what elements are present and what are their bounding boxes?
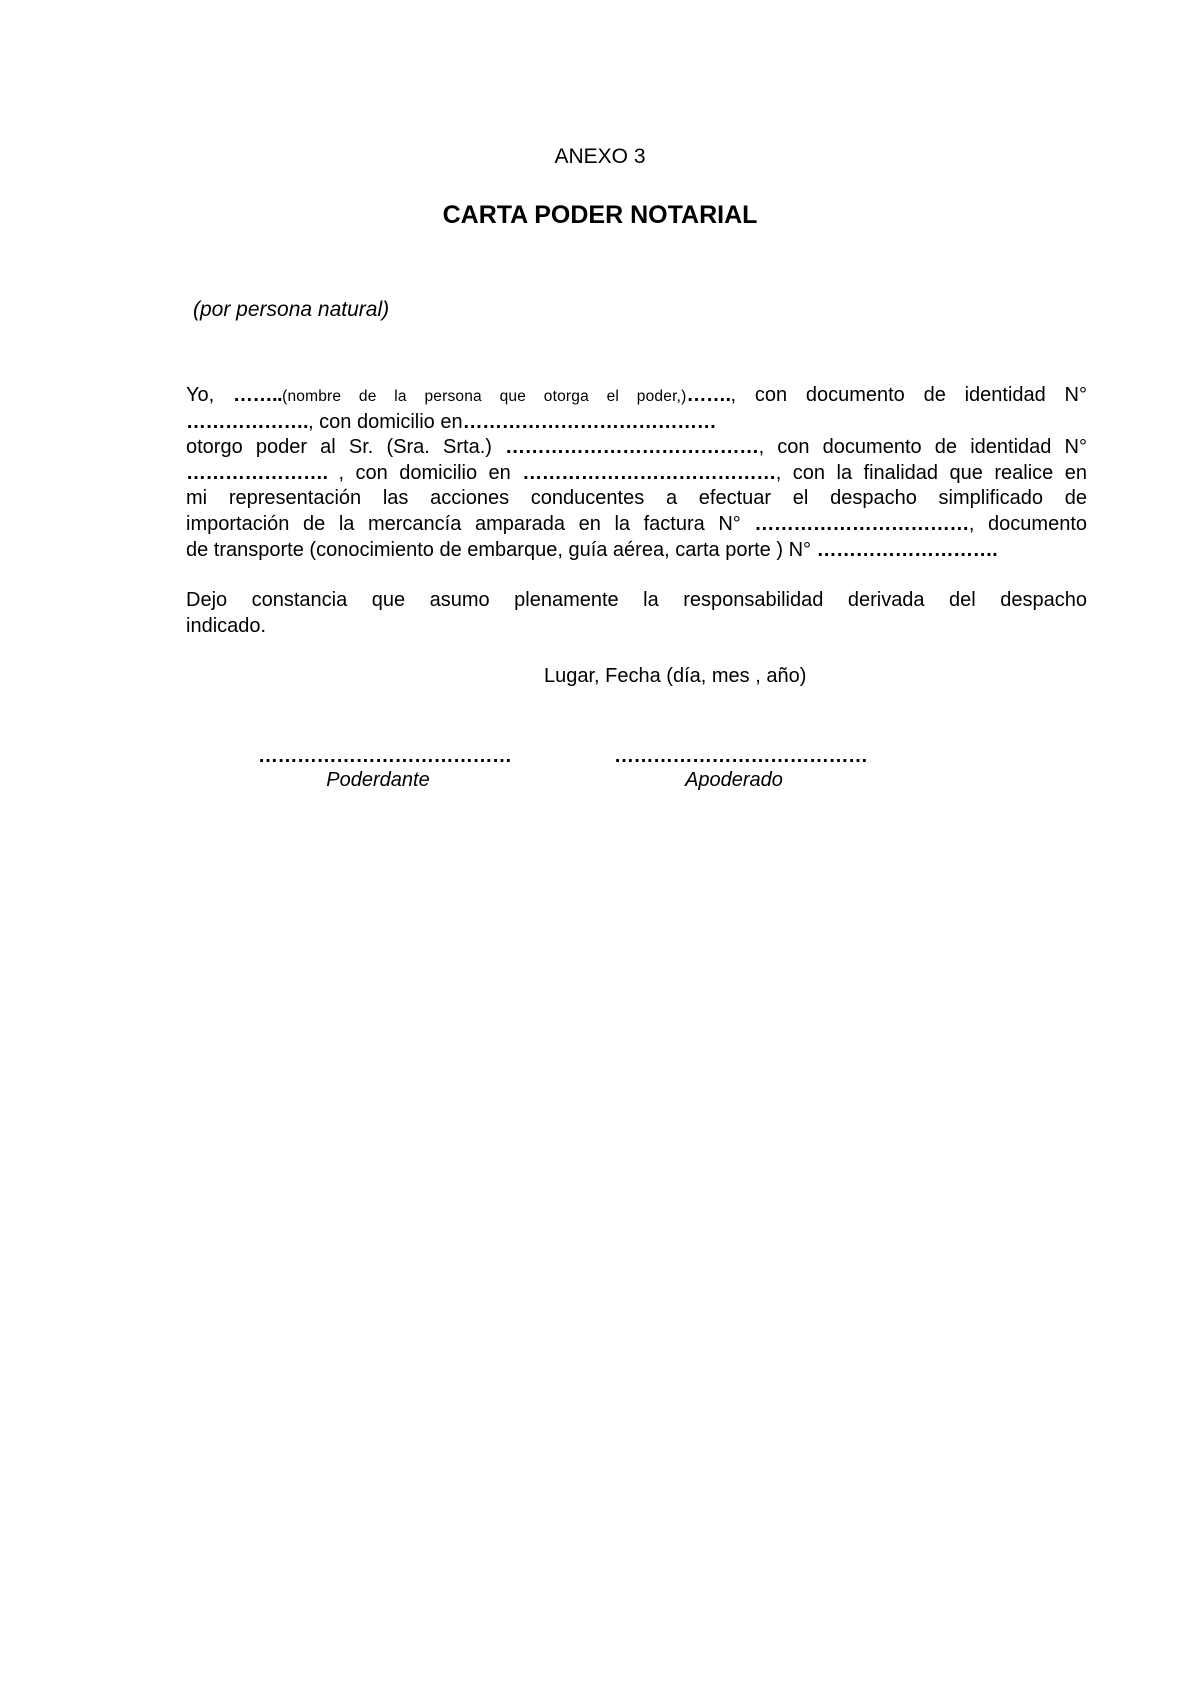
blank-dots: ………………. [186,410,309,433]
blank-dots: ……. [686,384,731,406]
blank-dots: …………………. [186,461,339,484]
text-fragment: , con documento de identidad N° [730,384,1087,406]
paragraph-line [186,461,1087,487]
blank-dots: ………………………………… [462,410,717,433]
blank-dots: ………………………. [816,538,998,561]
paragraph-line [186,383,1087,410]
paragraph-line [186,410,1087,436]
paragraph-line: mi representación las acciones conducentes a efectuar el despacho simplificado de [186,487,1087,510]
signature-label-attorney: Apoderado [685,769,783,791]
text-fragment: , con documento de identidad N° [758,436,1087,459]
text-fragment: , con la finalidad que realice en [775,461,1087,484]
paragraph-line [186,538,1087,564]
name-placeholder-note: (nombre de la persona que otorga el poder,) [282,388,687,405]
blank-dots: ………………………………… [505,436,759,459]
text-fragment: Yo, [186,384,233,406]
document-subtitle: (por persona natural) [193,298,390,321]
text-fragment: importación de la mercancía amparada en la factura N° [186,512,755,535]
text-fragment: , documento [968,512,1087,535]
paragraph-line [186,435,1087,461]
document-title: CARTA PODER NOTARIAL [442,201,758,229]
paragraph-line: Dejo constancia que asumo plenamente la responsabilidad derivada del despacho [186,589,1087,611]
text-fragment: otorgo poder al Sr. (Sra. Srta.) [186,436,506,459]
paragraph-line [186,512,1087,538]
blank-dots: …………………………… [754,512,969,535]
place-date-line: Lugar, Fecha (día, mes , año) [544,665,807,687]
signature-block-attorney [614,745,868,793]
blank-dots: ………………………………… [522,461,776,484]
paragraph-responsibility [186,588,1087,639]
paragraph-line: indicado. [186,614,267,637]
annex-heading: ANEXO 3 [554,145,646,168]
signature-line: ………………………………… [614,745,868,767]
blank-dots: …….. [232,384,283,406]
text-fragment: de transporte (conocimiento de embarque, guía aérea, carta porte ) N° [186,538,817,561]
text-fragment: , con domicilio en [308,410,463,433]
signature-block-grantor [258,745,512,793]
signature-label-grantor: Poderdante [326,769,430,791]
text-fragment: , con domicilio en [338,461,523,484]
paragraph-power-grant [186,383,1087,563]
signature-line: ………………………………… [258,745,512,767]
